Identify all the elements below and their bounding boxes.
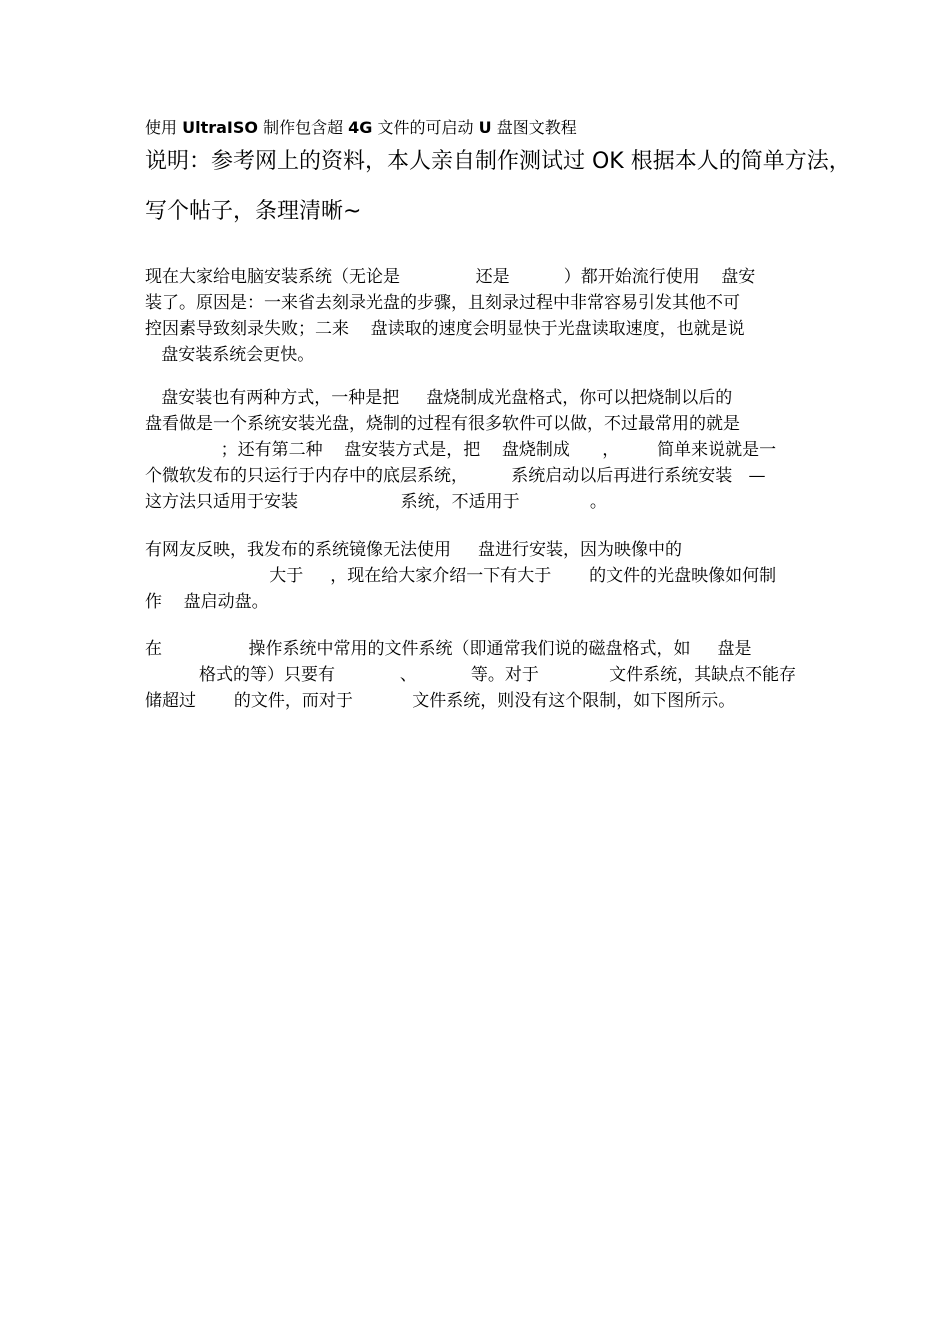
title-bold-4g: 4G <box>348 118 373 137</box>
note-line-1: 说明：参考网上的资料，本人亲自制作测试过 OK 根据本人的简单方法， <box>145 149 851 174</box>
title-bold-ultraiso: UltraISO <box>182 118 258 137</box>
paragraph-line: 盘安装系统会更快。 <box>145 345 315 365</box>
paragraph-line: 大于 ，现在给大家介绍一下有大于 的文件的光盘映像如何制 <box>145 566 777 586</box>
title-text-2: 制作包含超 <box>257 118 349 137</box>
title-text-3: 文件的可启动 <box>372 118 479 137</box>
paragraph-line: 作 盘启动盘。 <box>145 592 269 612</box>
paragraph-line: ；还有第二种 盘安装方式是，把 盘烧制成 ， 简单来说就是一 <box>145 440 777 460</box>
paragraph-line: 储超过 的文件，而对于 文件系统，则没有这个限制，如下图所示。 <box>145 691 736 711</box>
paragraph-line: 现在大家给电脑安装系统（无论是 还是 ）都开始流行使用 盘安 <box>145 267 756 287</box>
paragraph-1 <box>145 264 815 368</box>
paragraph-2 <box>145 385 815 515</box>
paragraph-line: 格式的等）只要有 、 等。对于 文件系统，其缺点不能存 <box>145 665 797 685</box>
title-bold-u: U <box>478 118 492 137</box>
title-text-4: 盘图文教程 <box>491 118 577 137</box>
paragraph-line: 有网友反映，我发布的系统镜像无法使用 盘进行安装，因为映像中的 <box>145 540 683 560</box>
paragraph-line: 盘看做是一个系统安装光盘，烧制的过程有很多软件可以做，不过最常用的就是 <box>145 414 740 434</box>
paragraph-4 <box>145 636 815 714</box>
paragraph-line: 个微软发布的只运行于内存中的底层系统， 系统启动以后再进行系统安装 — <box>145 466 766 486</box>
document-title <box>145 118 577 138</box>
note-line-2: 写个帖子，条理清晰~ <box>145 199 362 224</box>
paragraph-line: 装了。原因是：一来省去刻录光盘的步骤，且刻录过程中非常容易引发其他不可 <box>145 293 740 313</box>
paragraph-line: 控因素导致刻录失败；二来 盘读取的速度会明显快于光盘读取速度，也就是说 <box>145 319 745 339</box>
title-text-1: 使用 <box>145 118 183 137</box>
paragraph-3 <box>145 537 815 615</box>
paragraph-line: 盘安装也有两种方式，一种是把 盘烧制成光盘格式，你可以把烧制以后的 <box>145 388 733 408</box>
paragraph-line: 这方法只适用于安装 系统，不适用于 。 <box>145 492 607 512</box>
paragraph-line: 在 操作系统中常用的文件系统（即通常我们说的磁盘格式，如 盘是 <box>145 639 752 659</box>
